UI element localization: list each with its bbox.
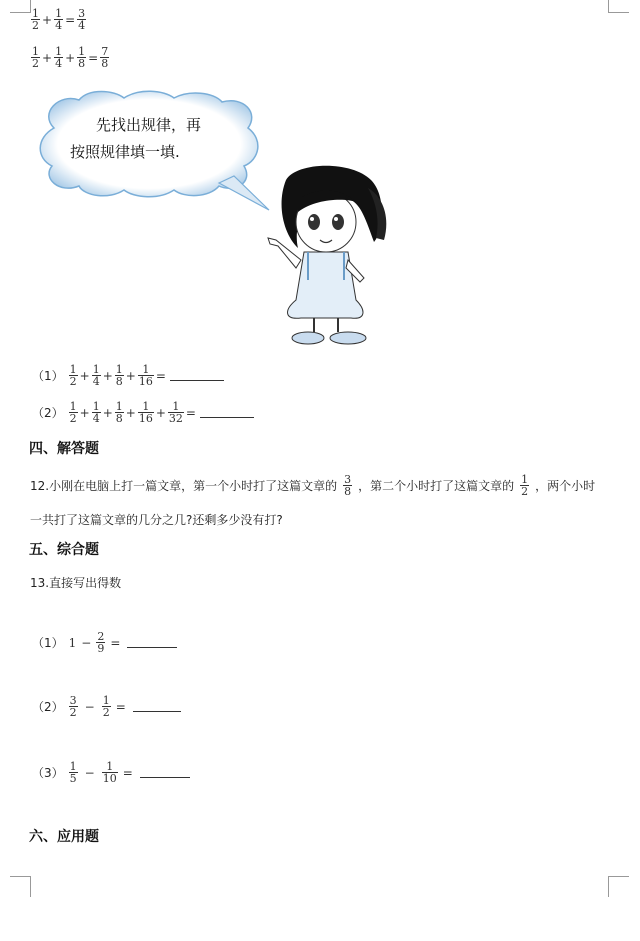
example-equation-1: $\frac{1}{2}$ + $\frac{1}{4}$ = $\frac{3}{4}$ bbox=[32, 7, 86, 32]
corner-mark-bottom-right bbox=[608, 876, 629, 897]
fraction: $\frac{1}{4}$ bbox=[92, 363, 100, 388]
fraction: $\frac{1}{8}$ bbox=[115, 400, 123, 425]
answer-blank[interactable] bbox=[133, 701, 181, 712]
q13-item-3: （3） $\frac{1}{5}$ − $\frac{1}{10}$ = bbox=[32, 761, 190, 784]
fraction: $\frac{1}{2}$ bbox=[521, 473, 529, 498]
corner-mark-bottom-left bbox=[10, 876, 31, 897]
fraction: $\frac{1}{2}$ bbox=[69, 400, 77, 425]
answer-blank[interactable] bbox=[140, 767, 190, 778]
cartoon-girl-illustration bbox=[256, 160, 396, 350]
fraction: $\frac{1}{32}$ bbox=[168, 400, 183, 425]
fraction: $\frac{1}{16}$ bbox=[138, 363, 153, 388]
fraction: $\frac{3}{8}$ bbox=[344, 473, 352, 498]
answer-blank[interactable] bbox=[200, 407, 254, 418]
section-heading-5: 五、综合题 bbox=[29, 542, 99, 558]
fraction: $\frac{1}{4}$ bbox=[92, 400, 100, 425]
pattern-question-2: （2） $\frac{1}{2}$ + $\frac{1}{4}$ + $\frac{1}{8}$ + $\frac{1}{16}$ + $\frac{1}{32}$ = bbox=[32, 401, 254, 424]
fraction: $\frac{1}{8}$ bbox=[78, 45, 86, 70]
example-equation-2: $\frac{1}{2}$ + $\frac{1}{4}$ + $\frac{1}{8}$ = $\frac{7}{8}$ bbox=[32, 45, 109, 70]
q13-item-2: （2） $\frac{3}{2}$ − $\frac{1}{2}$ = bbox=[32, 695, 181, 718]
fraction: $\frac{3}{4}$ bbox=[78, 7, 86, 32]
fraction: $\frac{1}{8}$ bbox=[115, 363, 123, 388]
fraction: $\frac{1}{4}$ bbox=[55, 45, 63, 70]
fraction: $\frac{1}{4}$ bbox=[55, 7, 63, 32]
fraction: $\frac{1}{10}$ bbox=[102, 760, 117, 785]
corner-mark-top-left bbox=[10, 0, 31, 13]
fraction: $\frac{2}{9}$ bbox=[97, 630, 105, 655]
section-heading-6: 六、应用题 bbox=[29, 829, 99, 845]
q13-item-1: （1） 1 − $\frac{2}{9}$ = bbox=[32, 631, 177, 654]
question-12-line-1: 12.小刚在电脑上打一篇文章，第一个小时打了这篇文章的 $\frac{3}{8}$ ，第二个小时打了这篇文章的 $\frac{1}{2}$ ，两个小时 bbox=[30, 473, 596, 498]
question-13-prompt: 13.直接写出得数 bbox=[30, 576, 122, 590]
answer-blank[interactable] bbox=[170, 370, 224, 381]
section-heading-4: 四、解答题 bbox=[29, 441, 99, 457]
pattern-question-1: （1） $\frac{1}{2}$ + $\frac{1}{4}$ + $\frac{1}{8}$ + $\frac{1}{16}$ = bbox=[32, 364, 224, 387]
speech-bubble-line-1: 先找出规律，再 bbox=[96, 116, 202, 134]
fraction: $\frac{1}{2}$ bbox=[69, 363, 77, 388]
fraction: $\frac{1}{2}$ bbox=[32, 7, 39, 32]
answer-blank[interactable] bbox=[127, 637, 177, 648]
fraction: $\frac{1}{2}$ bbox=[102, 694, 110, 719]
speech-bubble-line-2: 按照规律填一填. bbox=[70, 143, 180, 161]
corner-mark-top-right bbox=[608, 0, 629, 13]
fraction: $\frac{1}{16}$ bbox=[138, 400, 153, 425]
fraction: $\frac{1}{5}$ bbox=[69, 760, 77, 785]
question-12-line-2: 一共打了这篇文章的几分之几?还剩多少没有打? bbox=[30, 513, 283, 527]
fraction: $\frac{1}{2}$ bbox=[32, 45, 39, 70]
fraction: $\frac{3}{2}$ bbox=[69, 694, 77, 719]
fraction: $\frac{7}{8}$ bbox=[101, 45, 109, 70]
